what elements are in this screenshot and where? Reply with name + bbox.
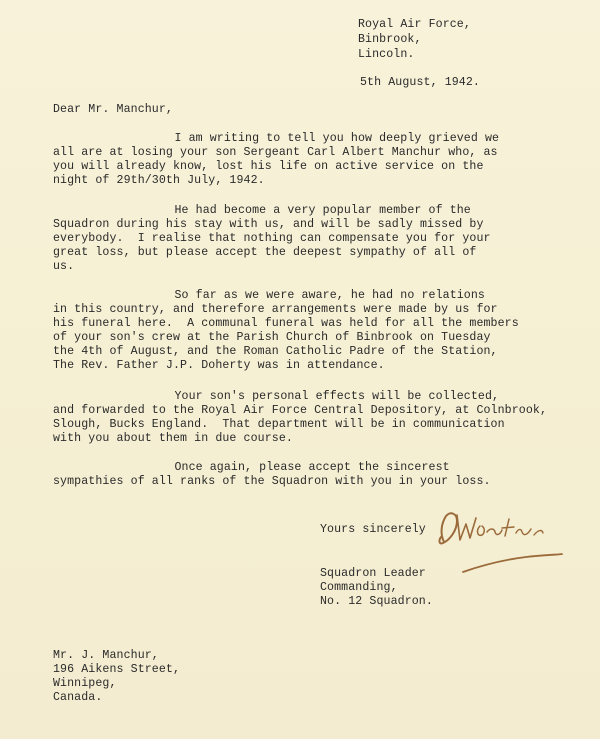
- letter-date: 5th August, 1942.: [360, 76, 480, 89]
- paragraph-line: night of 29th/30th July, 1942.: [53, 174, 265, 187]
- paragraph-line: in this country, and therefore arrangements were made by us for: [53, 303, 498, 316]
- handwritten-signature: [430, 502, 570, 577]
- paragraph-line: you will already know, lost his life on active service on the: [53, 160, 484, 173]
- paragraph-line: all are at losing your son Sergeant Carl Albert Manchur who, as: [53, 146, 498, 159]
- signatory-role: Commanding,: [320, 581, 398, 594]
- paragraph-line: and forwarded to the Royal Air Force Central Depository, at Colnbrook,: [53, 404, 548, 417]
- recipient-line: Mr. J. Manchur,: [53, 649, 159, 662]
- recipient-line: Winnipeg,: [53, 677, 117, 690]
- paragraph-line: I am writing to tell you how deeply grieved we: [118, 132, 500, 145]
- signatory-title: Squadron Leader: [320, 567, 426, 580]
- paragraph-line: So far as we were aware, he had no relations: [118, 289, 485, 302]
- paragraph-line: great loss, but please accept the deepest sympathy of all of: [53, 246, 477, 259]
- paragraph-line: with you about them in due course.: [53, 432, 293, 445]
- paragraph-line: Once again, please accept the sincerest: [118, 461, 450, 474]
- sender-line: Royal Air Force,: [358, 18, 471, 31]
- paragraph-line: sympathies of all ranks of the Squadron with you in your loss.: [53, 475, 491, 488]
- recipient-line: 196 Aikens Street,: [53, 663, 181, 676]
- paragraph-line: the 4th of August, and the Roman Catholic Padre of the Station,: [53, 345, 498, 358]
- paragraph-line: Slough, Bucks England. That department will be in communication: [53, 418, 505, 431]
- paragraph-line: his funeral here. A communal funeral was held for all the members: [53, 317, 519, 330]
- closing: Yours sincerely: [320, 523, 426, 536]
- paragraph-line: of your son's crew at the Parish Church of Binbrook on Tuesday: [53, 331, 491, 344]
- sender-line: Binbrook,: [358, 33, 422, 46]
- salutation: Dear Mr. Manchur,: [53, 103, 173, 116]
- sender-line: Lincoln.: [358, 48, 415, 61]
- paragraph-line: Your son's personal effects will be collected,: [118, 390, 500, 403]
- paragraph-line: Squadron during his stay with us, and will be sadly missed by: [53, 218, 484, 231]
- paragraph-line: He had become a very popular member of the: [118, 204, 471, 217]
- paragraph-line: us.: [53, 260, 75, 273]
- recipient-line: Canada.: [53, 691, 103, 704]
- paragraph-line: everybody. I realise that nothing can compensate you for your: [53, 232, 491, 245]
- signatory-unit: No. 12 Squadron.: [320, 595, 433, 608]
- paragraph-line: The Rev. Father J.P. Doherty was in attendance.: [53, 359, 385, 372]
